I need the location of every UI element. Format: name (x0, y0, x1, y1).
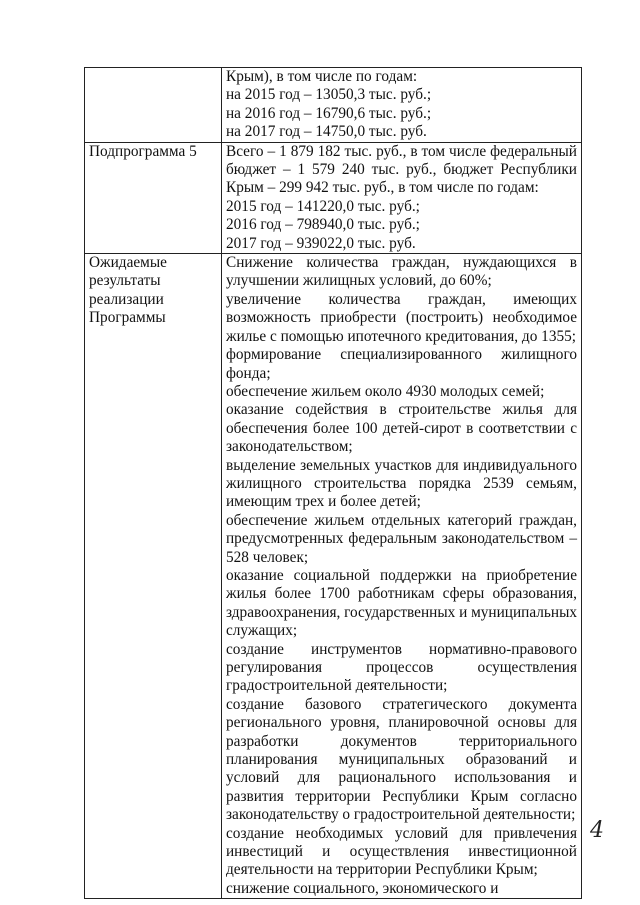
content-line: на 2016 год – 16790,6 тыс. руб.; (226, 104, 432, 122)
content-line: создание инструментов нормативно-правового регулирования процессов осуществления градостроительной деятельности; (226, 640, 577, 695)
document-page (84, 67, 582, 899)
content-line: создание необходимых условий для привлечения инвестиций и осуществления инвестиционной деятельности на территории Республики Крым; (226, 824, 577, 879)
table-row (85, 254, 582, 899)
content-line: снижение социального, экономического и (226, 879, 499, 897)
content-line: оказание социальной поддержки на приобретение жилья более 1700 работникам сферы образования, здравоохранения, государственных и муниципальных служащих; (226, 566, 577, 640)
content-line: обеспечение жильем отдельных категорий граждан, предусмотренных федеральным законодательством – 528 человек; (226, 511, 577, 566)
row-label: Подпрограмма 5 (85, 142, 222, 253)
content-line: создание базового стратегического документа регионального уровня, планировочной основы для разработки документов территориального планирования муниципальных образований и условий для рационального использования и развития территории Республики Крым согласно законодательству о градостроительной деятельности; (226, 695, 577, 824)
content-line: 2016 год – 798940,0 тыс. руб.; (226, 216, 420, 234)
page-number: 4 (590, 818, 604, 843)
content-line: оказание содействия в строительстве жилья для обеспечения более 100 детей-сирот в соответствии с законодательством; (226, 401, 577, 456)
content-line: обеспечение жильем около 4930 молодых семей; (226, 382, 545, 400)
content-line: Снижение количества граждан, нуждающихся в улучшении жилищных условий, до 60%; (226, 254, 577, 290)
table-row (85, 142, 582, 253)
program-table (84, 67, 582, 899)
content-line: на 2015 год – 13050,3 тыс. руб.; (226, 86, 432, 104)
row-content (222, 142, 582, 253)
content-line: Крым), в том числе по годам: (226, 68, 418, 85)
row-label: Ожидаемые результаты реализации Программы (85, 254, 222, 899)
content-line: Всего – 1 879 182 тыс. руб., в том числе федеральный бюджет – 1 579 240 тыс. руб., бюджет Республики Крым – 299 942 тыс. руб., в том числе по годам: (226, 142, 577, 197)
content-line: на 2017 год – 14750,0 тыс. руб. (226, 123, 427, 141)
content-line: 2017 год – 939022,0 тыс. руб. (226, 234, 416, 252)
content-line: выделение земельных участков для индивидуального жилищного строительства порядка 2539 семьям, имеющим трех и более детей; (226, 456, 577, 511)
content-line: 2015 год – 141220,0 тыс. руб.; (226, 197, 420, 215)
content-line: формирование специализированного жилищного фонда; (226, 346, 577, 382)
row-content (222, 254, 582, 899)
row-content (222, 68, 582, 143)
row-label (85, 68, 222, 143)
content-line: увеличение количества граждан, имеющих возможность приобрести (построить) необходимое жилье с помощью ипотечного кредитования, до 1355; (226, 290, 577, 345)
table-row (85, 68, 582, 143)
